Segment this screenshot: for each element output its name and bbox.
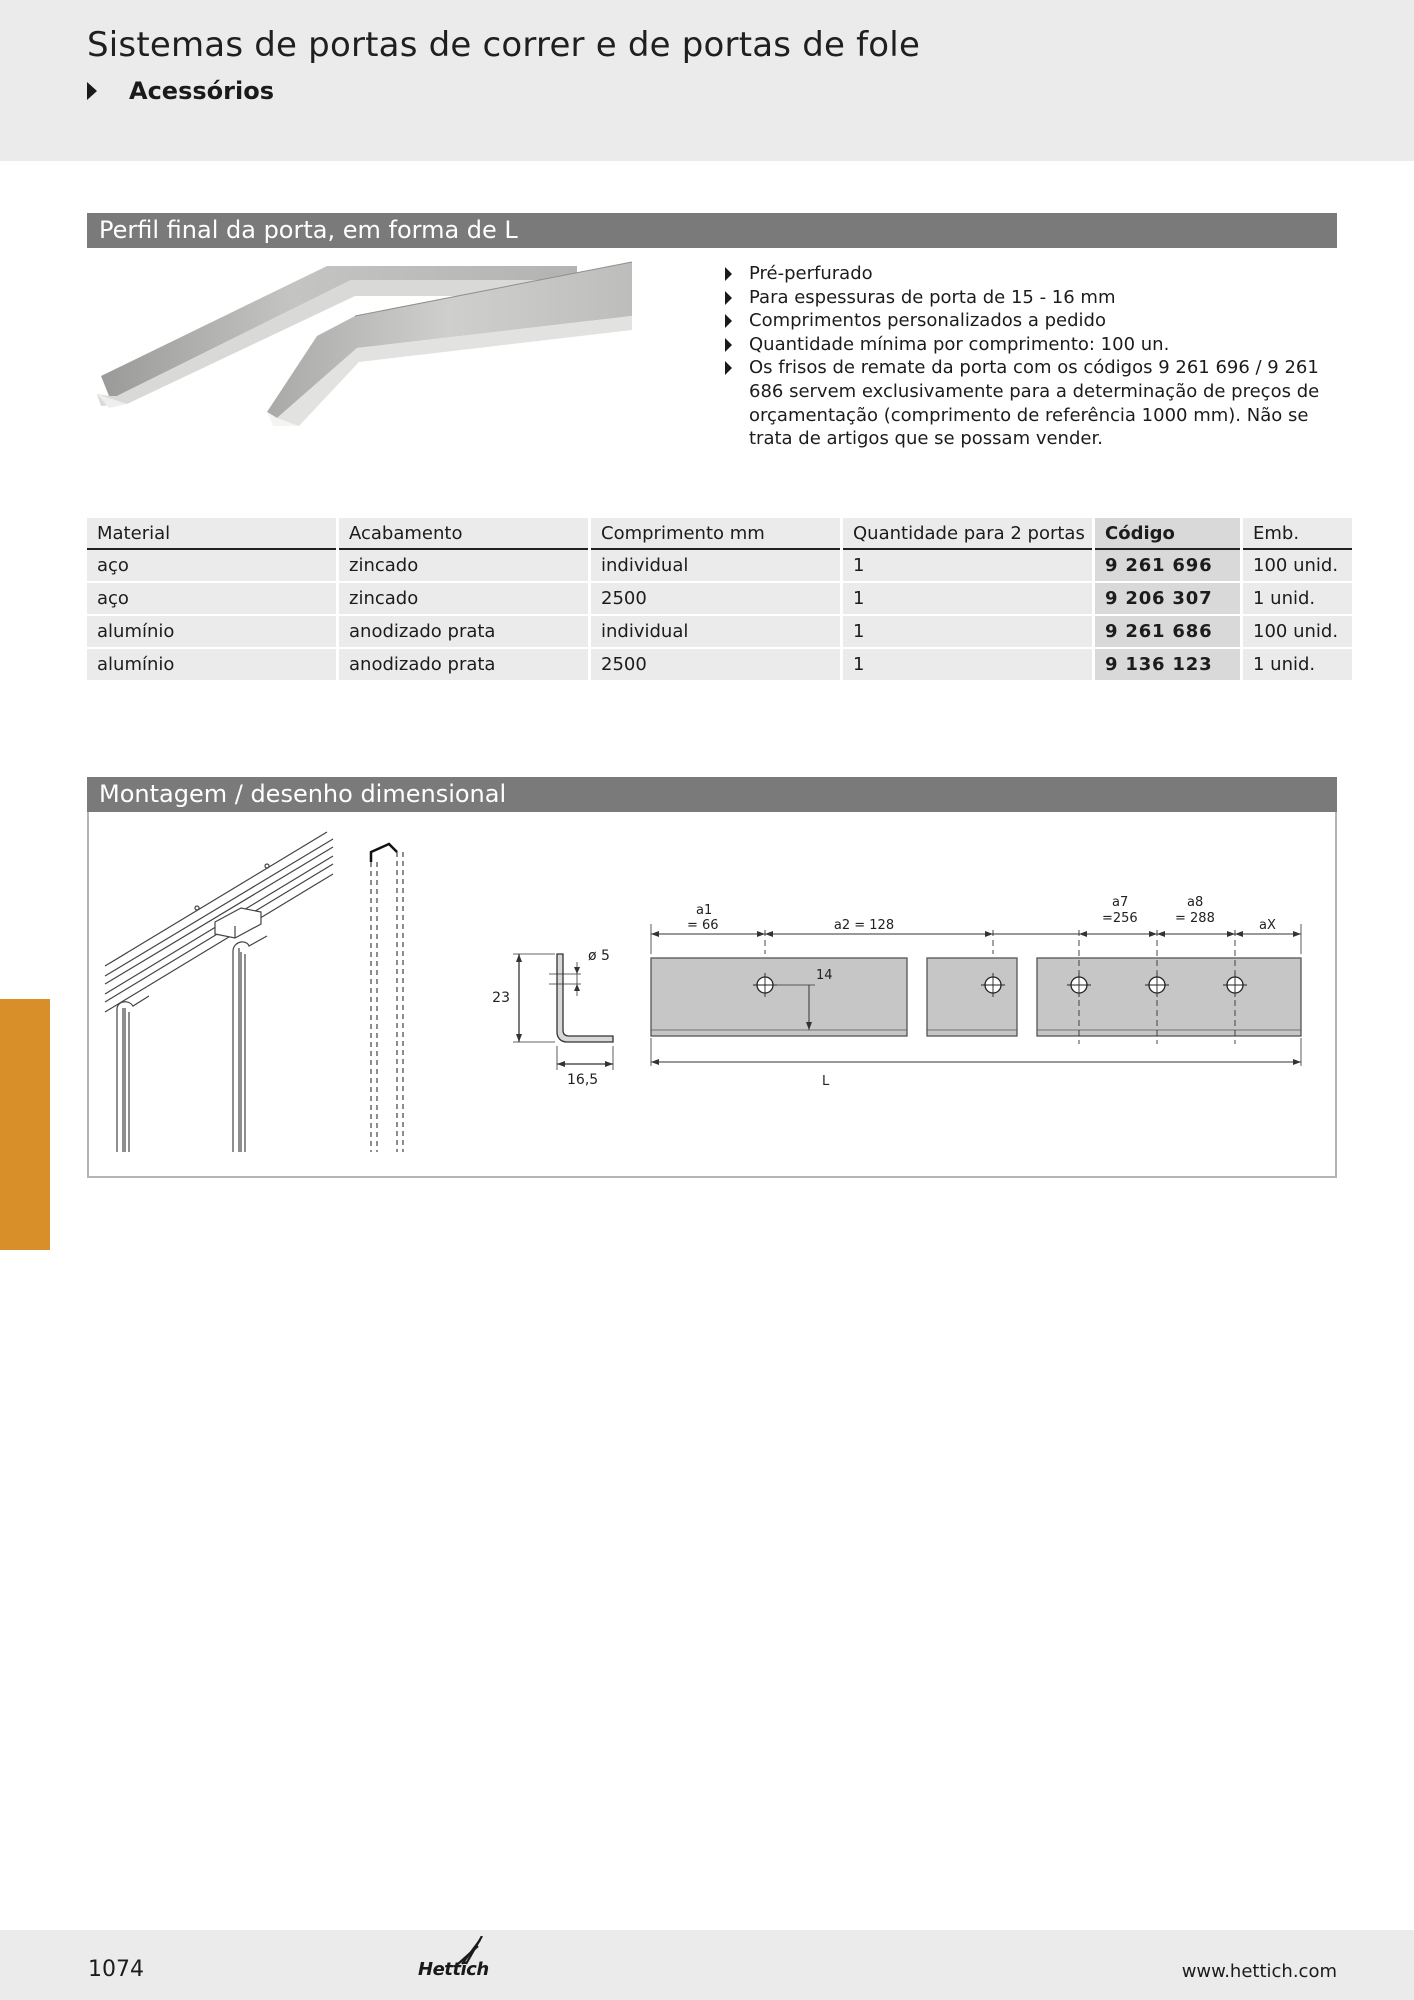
dimension-label: 16,5 bbox=[567, 1072, 599, 1088]
column-header-material: Material bbox=[87, 518, 336, 550]
article-code: 9 261 696 bbox=[1095, 550, 1240, 583]
dimension-label: =256 bbox=[1102, 911, 1138, 926]
table-cell: 100 unid. bbox=[1243, 616, 1352, 649]
profile-section-drawing bbox=[513, 954, 613, 1070]
table-cell: alumínio bbox=[87, 649, 336, 682]
feature-list bbox=[723, 262, 1343, 451]
column-header-pack: Emb. bbox=[1243, 518, 1352, 550]
dimension-label: a2 = 128 bbox=[833, 918, 895, 933]
table-cell: 1 bbox=[843, 583, 1092, 616]
table-cell: zincado bbox=[339, 550, 588, 583]
breadcrumb-label: Acessórios bbox=[129, 77, 274, 105]
table-cell: anodizado prata bbox=[339, 616, 588, 649]
triangle-right-icon bbox=[725, 314, 732, 328]
table-cell: zincado bbox=[339, 583, 588, 616]
table-cell: 1 unid. bbox=[1243, 583, 1352, 616]
table-cell: 2500 bbox=[591, 583, 840, 616]
page-number: 1074 bbox=[88, 1957, 144, 1982]
list-item: Quantidade mínima por comprimento: 100 un. bbox=[723, 333, 1343, 357]
article-code: 9 136 123 bbox=[1095, 649, 1240, 682]
chapter-tab bbox=[0, 999, 50, 1250]
list-item: Os frisos de remate da porta com os códigos 9 261 696 / 9 261 686 servem exclusivamente para a determinação de preços de orçamentação (comprimento de referência 1000 mm). Não se trata de artigos que se possam vender. bbox=[723, 356, 1343, 450]
list-item: Pré-perfurado bbox=[723, 262, 1343, 286]
table-cell: 2500 bbox=[591, 649, 840, 682]
triangle-right-icon bbox=[725, 338, 732, 352]
table-cell: 1 bbox=[843, 550, 1092, 583]
article-code: 9 261 686 bbox=[1095, 616, 1240, 649]
dimension-label: aX bbox=[1259, 918, 1276, 933]
column-header-code: Código bbox=[1095, 518, 1240, 550]
dimension-label: 14 bbox=[816, 968, 833, 983]
table-cell: aço bbox=[87, 583, 336, 616]
table-row bbox=[87, 583, 1352, 616]
table-row bbox=[87, 550, 1352, 583]
table-cell: 1 bbox=[843, 649, 1092, 682]
dimension-label: a7 bbox=[1112, 895, 1129, 910]
triangle-right-icon bbox=[725, 267, 732, 281]
dimension-label: = 288 bbox=[1175, 911, 1215, 926]
list-item: Para espessuras de porta de 15 - 16 mm bbox=[723, 286, 1343, 310]
dimension-label: L bbox=[822, 1074, 830, 1089]
dimension-label: ø 5 bbox=[588, 948, 610, 964]
triangle-right-icon bbox=[725, 291, 732, 305]
page-header bbox=[0, 0, 1414, 161]
hettich-logo bbox=[418, 1936, 490, 1980]
dimension-label: = 66 bbox=[687, 918, 719, 933]
article-table bbox=[84, 518, 1355, 682]
triangle-right-icon bbox=[725, 361, 732, 375]
table-cell: aço bbox=[87, 550, 336, 583]
assembly-illustration bbox=[105, 832, 403, 1152]
dimension-label: a8 bbox=[1187, 895, 1204, 910]
table-row bbox=[87, 616, 1352, 649]
table-row bbox=[87, 649, 1352, 682]
dimension-label: a1 bbox=[696, 903, 713, 918]
table-cell: alumínio bbox=[87, 616, 336, 649]
table-cell: individual bbox=[591, 550, 840, 583]
breadcrumb bbox=[87, 74, 274, 108]
logo-text: Hettich bbox=[418, 1959, 489, 1980]
profile-elevation-drawing bbox=[651, 924, 1301, 1066]
table-header-row bbox=[87, 518, 1352, 550]
table-cell: 100 unid. bbox=[1243, 550, 1352, 583]
page-title: Sistemas de portas de correr e de portas de fole bbox=[87, 25, 921, 65]
dimension-label: 23 bbox=[492, 990, 510, 1006]
column-header-quantity: Quantidade para 2 portas bbox=[843, 518, 1092, 550]
product-photo bbox=[87, 256, 707, 456]
column-header-length: Comprimento mm bbox=[591, 518, 840, 550]
table-cell: 1 bbox=[843, 616, 1092, 649]
website-link[interactable]: www.hettich.com bbox=[1181, 1961, 1337, 1982]
list-item: Comprimentos personalizados a pedido bbox=[723, 309, 1343, 333]
triangle-right-icon bbox=[87, 82, 97, 100]
table-cell: individual bbox=[591, 616, 840, 649]
article-code: 9 206 307 bbox=[1095, 583, 1240, 616]
table-cell: anodizado prata bbox=[339, 649, 588, 682]
drawing-panel bbox=[87, 812, 1337, 1178]
table-cell: 1 unid. bbox=[1243, 649, 1352, 682]
section-title-assembly: Montagem / desenho dimensional bbox=[87, 777, 1337, 812]
column-header-finish: Acabamento bbox=[339, 518, 588, 550]
section-title-profile: Perfil final da porta, em forma de L bbox=[87, 213, 1337, 248]
